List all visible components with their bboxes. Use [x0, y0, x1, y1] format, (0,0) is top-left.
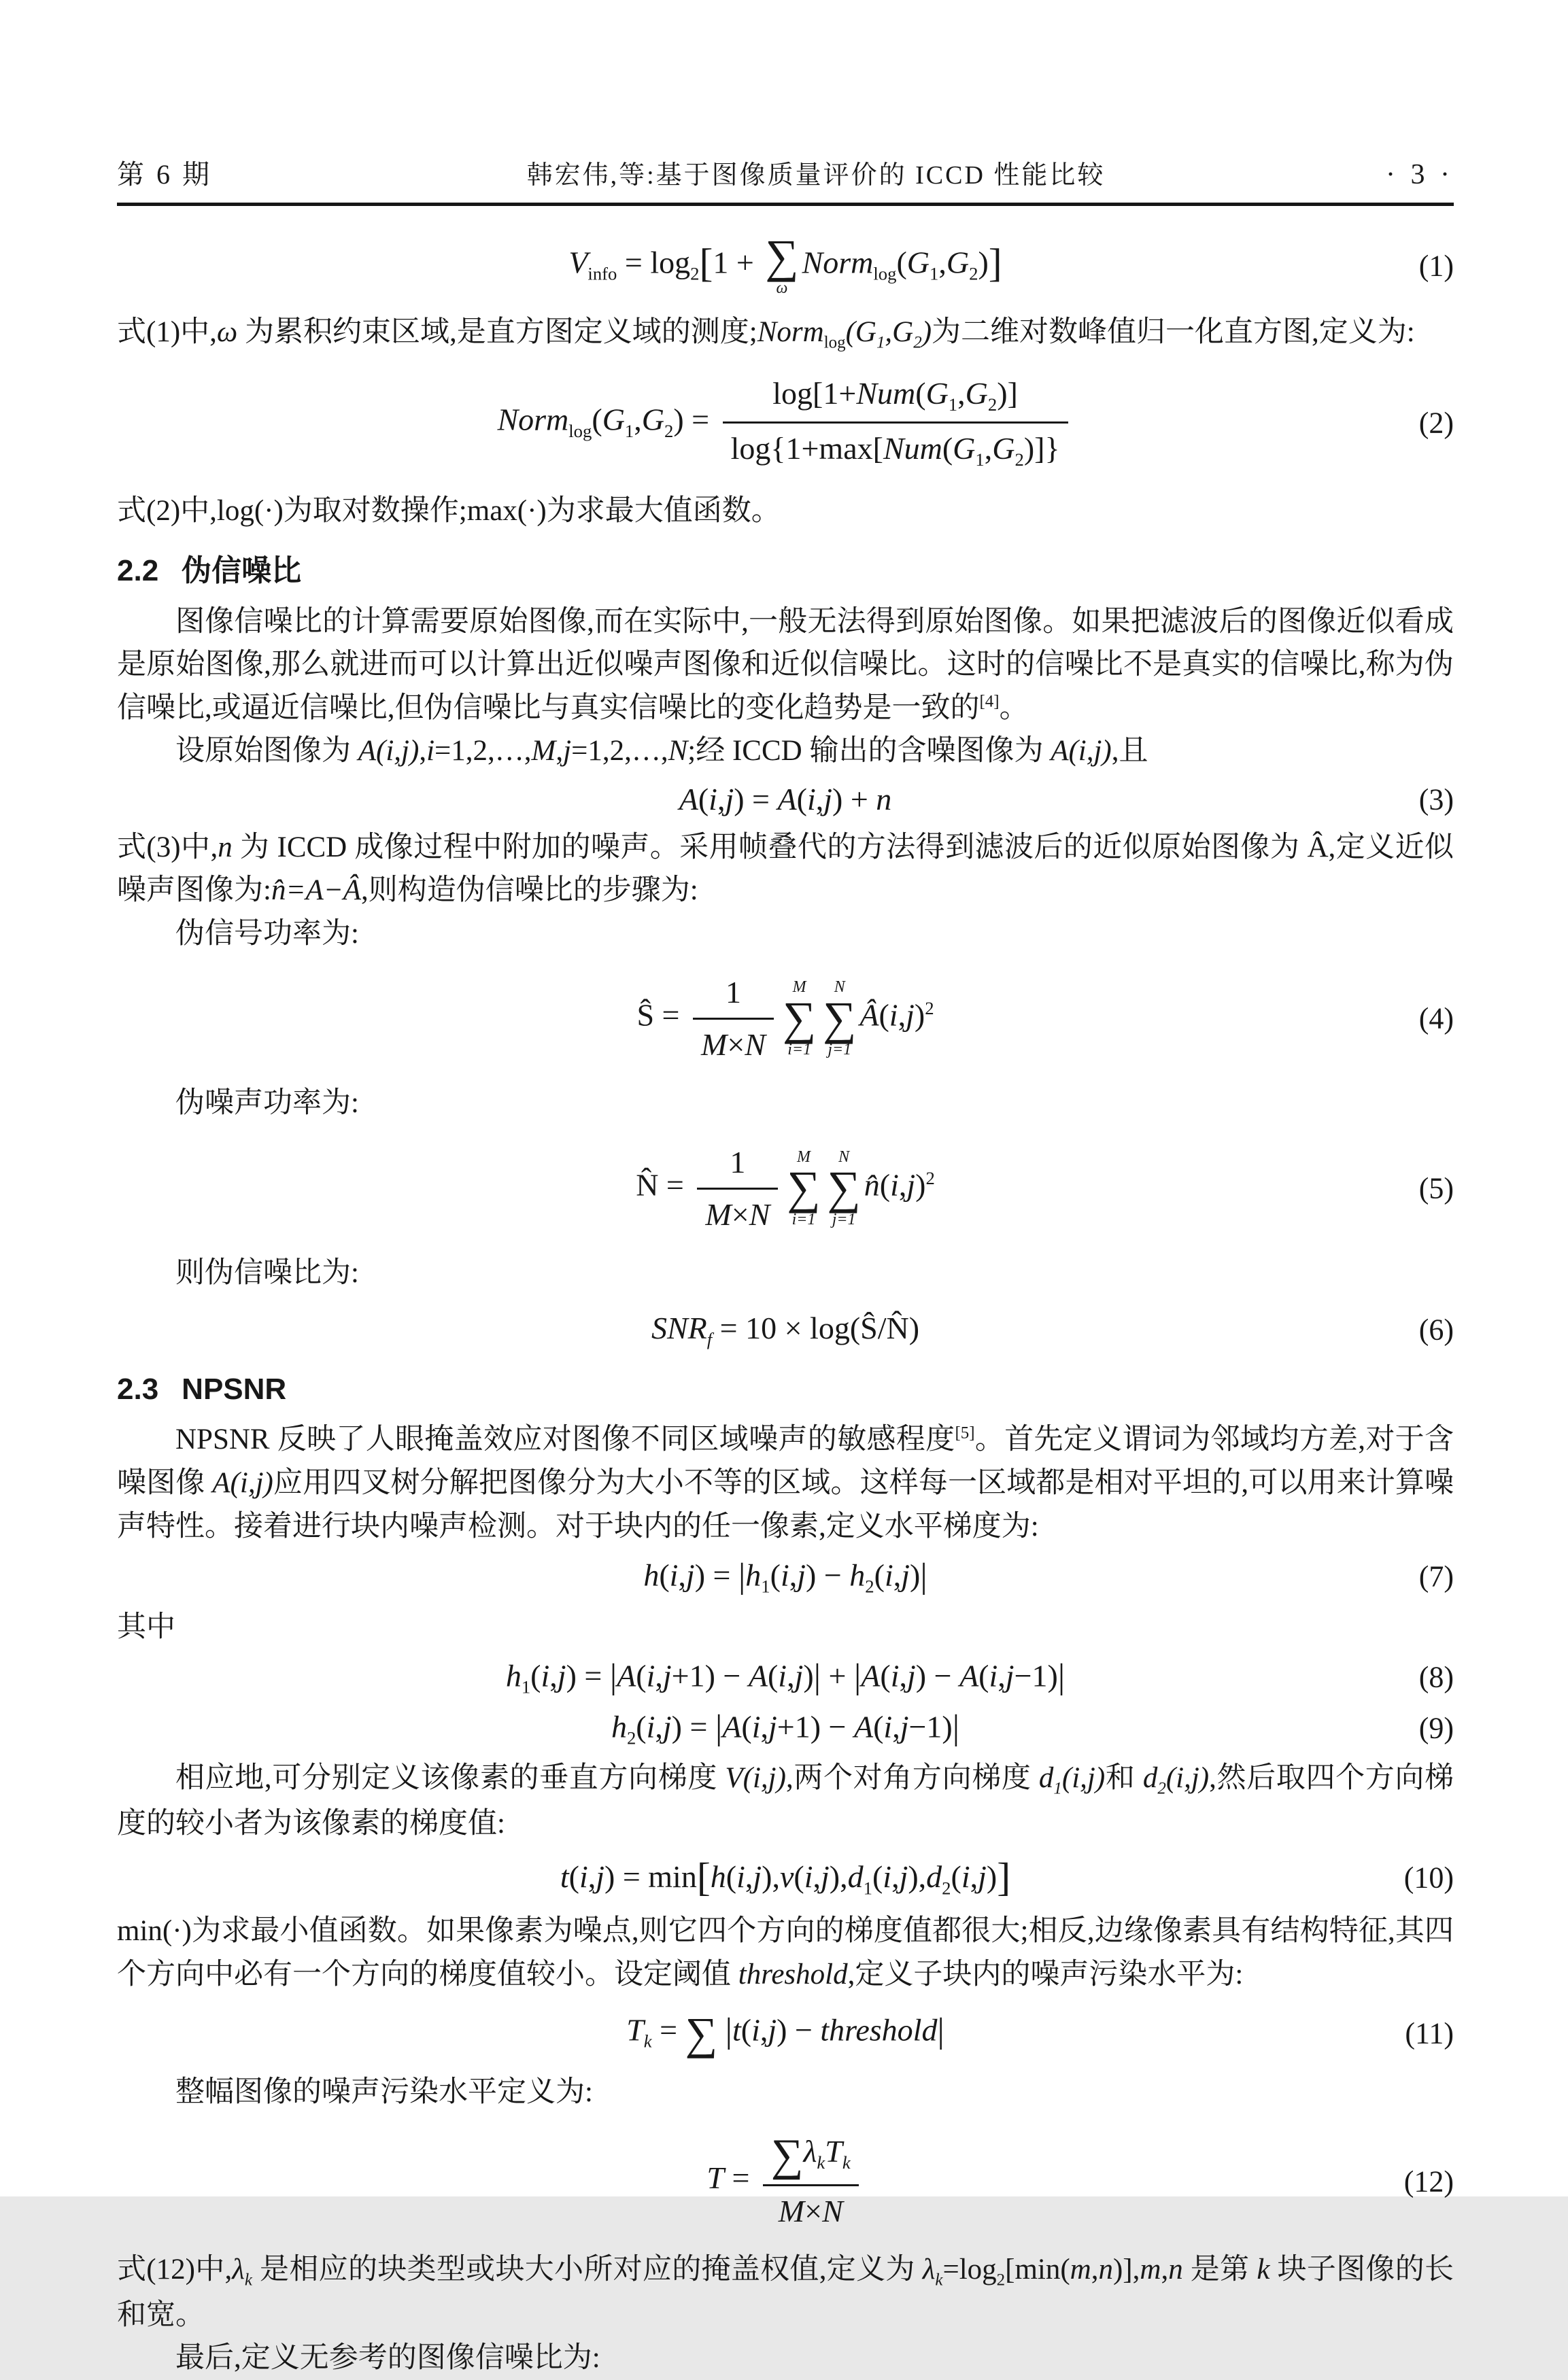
paragraph-pseudo-signal-power-label: 伪信号功率为: — [175, 917, 359, 950]
paragraph-whole-image-noise-label: 整幅图像的噪声污染水平定义为: — [175, 2076, 593, 2109]
equation-number: (3) — [1418, 782, 1454, 816]
header-page-number: · 3 · — [1386, 159, 1454, 190]
section-heading-2-2 — [117, 549, 1454, 593]
equation-number: (8) — [1418, 1660, 1454, 1694]
equation-9 — [117, 1706, 1454, 1750]
equation-11 — [117, 2010, 1454, 2057]
equation-body: $t(i,j) = \min[h(i,j),v(i,j),d_1(i,j),d_2(i,j)]$ — [560, 1855, 1011, 1900]
page-body — [117, 230, 1454, 2379]
equation-body: N̂ = $\frac{1}{M\times N}$ M ∑ i=1 N ∑ j=1 $n̂(i,j)^2$ — [636, 1143, 935, 1234]
page-header — [117, 158, 1454, 192]
paragraph-eq3-note: 式(3)中,n 为 ICCD 成像过程中附加的噪声。采用帧叠代的方法得到滤波后的近似原始图像为 Â,定义近似噪声图像为:n̂=A−Â,则构造伪信噪比的步骤为: — [117, 831, 1454, 907]
paragraph-original-image-def: 设原始图像为 A(i,j),i=1,2,…,M,j=1,2,…,N;经 ICCD 输出的含噪图像为 A(i,j),且 — [175, 735, 1148, 768]
section-title: NPSNR — [182, 1373, 287, 1407]
paragraph-pseudo-noise-power-label: 伪噪声功率为: — [175, 1087, 359, 1120]
paragraph-gradient-directions: 相应地,可分别定义该像素的垂直方向梯度 V(i,j),两个对角方向梯度 $d_1(i,j)$和 $d_2(i,j)$,然后取四个方向梯度的较小者为该像素的梯度值: — [117, 1762, 1454, 1840]
equation-number: (1) — [1418, 249, 1454, 283]
equation-number: (5) — [1418, 1171, 1454, 1205]
paragraph-pseudo-snr-intro: 图像信噪比的计算需要原始图像,而在实际中,一般无法得到原始图像。如果把滤波后的图像近似看成是原始图像,那么就进而可以计算出近似噪声图像和近似信噪比。这时的信噪比不是真实的信噪比,称为伪信噪比,或逼近信噪比,但伪信噪比与真实信噪比的变化趋势是一致的[4]。 — [117, 605, 1454, 724]
paragraph-min-function-note: min(·)为求最小值函数。如果像素为噪点,则它四个方向的梯度值都很大;相反,边缘像素具有结构特征,其四个方向中必有一个方向的梯度值较小。设定阈值 threshold,定义子块内的噪声污染水平为: — [117, 1914, 1454, 1990]
header-rule — [117, 203, 1454, 206]
equation-body: $h(i,j) = |h_1(i,j) - h_2(i,j)|$ — [643, 1557, 927, 1597]
equation-body: $SNR_f = 10$ × log(Ŝ/N̂) — [651, 1310, 920, 1349]
equation-6 — [117, 1309, 1454, 1351]
equation-body: $V_{info} = \log_2[1$ + ∑ ω $Norm_{log}(G_1,G_2)$] — [568, 230, 1002, 297]
paragraph-eq2-note: 式(2)中,log(·)为取对数操作;max(·)为求最大值函数。 — [117, 494, 781, 527]
equation-body: $h_2(i,j) = |A(i,j+1) - A(i,j-1)|$ — [611, 1708, 960, 1748]
equation-4 — [117, 973, 1454, 1064]
equation-number: (4) — [1418, 1001, 1454, 1035]
equation-body: $h_1(i,j) = |A(i,j+1) - A(i,j)| + |A(i,j) - A(i,j-1)|$ — [505, 1657, 1066, 1697]
equation-number: (7) — [1418, 1559, 1454, 1593]
paragraph-pseudo-snr-label: 则伪信噪比为: — [175, 1257, 359, 1290]
paragraph-eq12-note: 式(12)中$,\lambda_k$ 是相应的块类型或块大小所对应的掩盖权值,定义为 $\lambda_k=\log_2[\min(m,n)],m,n$ 是第 k 块子图像的长和宽。 — [117, 2254, 1454, 2331]
equation-body: $Norm_{log}(G_1,G_2)$ = $\frac{\log[1+Num(G_1,G_2)]}{\log\{1+\max[Num(G_1,G_2)]\}}$ — [497, 374, 1073, 472]
equation-3 — [117, 780, 1454, 819]
header-running-title: 韩宏伟,等:基于图像质量评价的 ICCD 性能比较 — [526, 161, 1106, 190]
equation-number: (11) — [1405, 2016, 1454, 2050]
section-number: 2.2 — [117, 554, 159, 588]
equation-body: Ŝ = $\frac{1}{M\times N}$ M ∑ i=1 N ∑ j=1 $Â(i,j)^2$ — [636, 973, 934, 1064]
equation-body: A(i,j) = A(i,j) + n — [679, 782, 892, 817]
equation-10 — [117, 1852, 1454, 1903]
equation-number: (12) — [1403, 2165, 1454, 2198]
equation-12 — [117, 2132, 1454, 2230]
equation-number: (6) — [1418, 1313, 1454, 1347]
paragraph-npsnr-intro: NPSNR 反映了人眼掩盖效应对图像不同区域噪声的敏感程度[5]。首先定义谓词为邻域均方差,对于含噪图像 A(i,j)应用四叉树分解把图像分为大小不等的区域。这样每一区域都是相对平坦的,可以用来计算噪声特性。接着进行块内噪声检测。对于块内的任一像素,定义水平梯度为: — [117, 1424, 1454, 1542]
section-title: 伪信噪比 — [182, 554, 302, 588]
equation-number: (2) — [1418, 406, 1454, 440]
equation-2 — [117, 374, 1454, 472]
equation-7 — [117, 1555, 1454, 1598]
header-issue-number: 第 6 期 — [117, 159, 212, 190]
paragraph-eq1-note: 式(1)中,ω 为累积约束区域,是直方图定义域的测度$;Norm_{log}(G_1,G_2)$为二维对数峰值归一化直方图,定义为: — [117, 316, 1415, 352]
paragraph-final-definition-label: 最后,定义无参考的图像信噪比为: — [175, 2342, 600, 2375]
paragraph-where: 其中 — [117, 1610, 175, 1643]
section-heading-2-3 — [117, 1367, 1454, 1411]
equation-body: $T_k$ = ∑ |t(i,j) − threshold| — [626, 2009, 944, 2059]
section-number: 2.3 — [117, 1373, 159, 1407]
equation-body: T = $\frac{\sum\lambda_kT_k}{M\times N}$ — [706, 2132, 864, 2230]
equation-number: (10) — [1403, 1861, 1454, 1895]
equation-number: (9) — [1418, 1711, 1454, 1745]
equation-8 — [117, 1655, 1454, 1699]
equation-5 — [117, 1143, 1454, 1234]
equation-1 — [117, 230, 1454, 297]
